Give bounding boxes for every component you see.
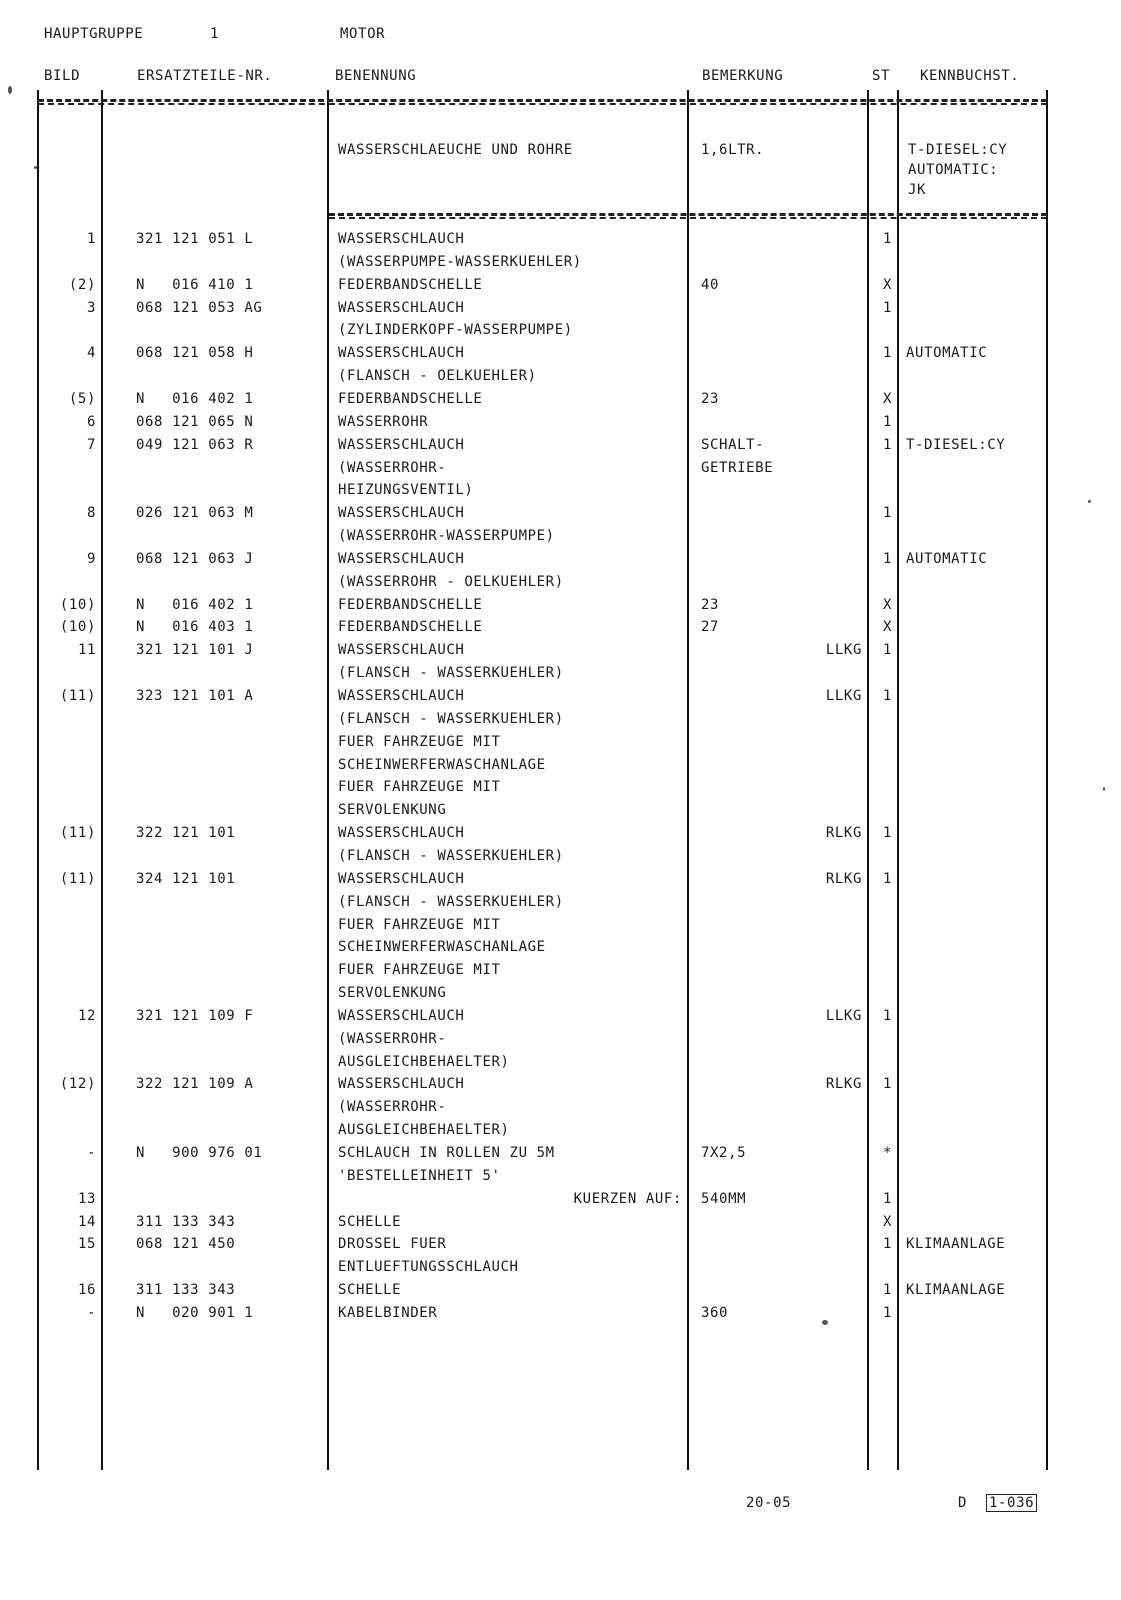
column-header-part-no: ERSATZTEILE-NR. [137, 68, 273, 84]
section-separator [329, 213, 1047, 216]
row-bild: 9 [86, 551, 96, 567]
row-code: KLIMAANLAGE [906, 1236, 1006, 1252]
row-qty: 1 [882, 300, 892, 316]
row-bild: 13 [77, 1191, 96, 1207]
row-name: (WASSERROHR- [338, 460, 447, 476]
row-qty: 1 [882, 231, 892, 247]
column-rule [897, 90, 899, 1470]
row-bild: (11) [59, 688, 96, 704]
row-name: (WASSERROHR - OELKUEHLER) [338, 574, 564, 590]
row-name: WASSERSCHLAUCH [338, 1008, 465, 1024]
row-qty: 1 [882, 551, 892, 567]
row-name: FEDERBANDSCHELLE [338, 391, 483, 407]
column-rule [37, 90, 39, 1470]
row-name: FUER FAHRZEUGE MIT [338, 917, 501, 933]
column-header-qty: ST [872, 68, 891, 84]
row-name: (FLANSCH - WASSERKUEHLER) [338, 711, 564, 727]
group-name: MOTOR [340, 26, 386, 42]
column-rule [687, 90, 689, 1470]
row-name: SCHEINWERFERWASCHANLAGE [338, 757, 546, 773]
row-name: (WASSERROHR- [338, 1099, 447, 1115]
row-name: KABELBINDER [338, 1305, 438, 1321]
row-name: (WASSERPUMPE-WASSERKUEHLER) [338, 254, 582, 270]
row-part-number: 324 121 101 [136, 871, 236, 887]
row-part-number: 068 121 450 [136, 1236, 236, 1252]
row-name: (ZYLINDERKOPF-WASSERPUMPE) [338, 322, 573, 338]
row-qty: 1 [882, 345, 892, 361]
row-bild: 1 [86, 231, 96, 247]
row-bild: 14 [77, 1214, 96, 1230]
row-qty: 1 [882, 1236, 892, 1252]
row-qty: X [882, 619, 892, 635]
column-header-bild: BILD [44, 68, 81, 84]
row-qty: 1 [882, 437, 892, 453]
header-separator [38, 99, 1047, 102]
row-qty: 1 [882, 1282, 892, 1298]
row-name: (FLANSCH - WASSERKUEHLER) [338, 848, 564, 864]
row-name: WASSERSCHLAUCH [338, 871, 465, 887]
footer-page-number: 1-036 [986, 1494, 1037, 1512]
row-name: (FLANSCH - OELKUEHLER) [338, 368, 537, 384]
row-name: ENTLUEFTUNGSSCHLAUCH [338, 1259, 519, 1275]
row-qty: 1 [882, 414, 892, 430]
row-bild: (12) [59, 1076, 96, 1092]
section-remark: 1,6LTR. [701, 142, 765, 158]
row-side: RLKG [825, 1076, 862, 1092]
row-bild: - [86, 1305, 96, 1321]
row-name: SCHLAUCH IN ROLLEN ZU 5M [338, 1145, 555, 1161]
column-header-code: KENNBUCHST. [920, 68, 1020, 84]
row-name: WASSERSCHLAUCH [338, 231, 465, 247]
row-remark: 360 [701, 1305, 729, 1321]
scan-speck [1103, 787, 1105, 791]
row-code: T-DIESEL:CY [906, 437, 1006, 453]
row-part-number: 321 121 051 L [136, 231, 254, 247]
row-bild: 3 [86, 300, 96, 316]
row-name: WASSERSCHLAUCH [338, 505, 465, 521]
section-code-line: T-DIESEL:CY [908, 142, 1008, 158]
row-qty: 1 [882, 871, 892, 887]
row-name: (WASSERROHR-WASSERPUMPE) [338, 528, 555, 544]
row-name: SCHELLE [338, 1282, 402, 1298]
row-name: FEDERBANDSCHELLE [338, 619, 483, 635]
row-side: LLKG [825, 1008, 862, 1024]
row-remark: 23 [701, 597, 720, 613]
row-code: AUTOMATIC [906, 551, 988, 567]
row-name: AUSGLEICHBEHAELTER) [338, 1054, 510, 1070]
row-name: (FLANSCH - WASSERKUEHLER) [338, 665, 564, 681]
group-label: HAUPTGRUPPE [44, 26, 144, 42]
column-rule [867, 90, 869, 1470]
row-name: SERVOLENKUNG [338, 985, 447, 1001]
row-name: WASSERSCHLAUCH [338, 437, 465, 453]
row-name: HEIZUNGSVENTIL) [338, 482, 474, 498]
row-name: WASSERSCHLAUCH [338, 345, 465, 361]
row-part-number: 311 133 343 [136, 1282, 236, 1298]
row-remark: 23 [701, 391, 720, 407]
row-part-number: 068 121 053 AG [136, 300, 263, 316]
row-part-number: N 016 410 1 [136, 277, 254, 293]
row-bild: 4 [86, 345, 96, 361]
row-bild: (2) [68, 277, 96, 293]
row-part-number: 311 133 343 [136, 1214, 236, 1230]
row-name: (WASSERROHR- [338, 1031, 447, 1047]
row-side: RLKG [825, 825, 862, 841]
scan-speck [1088, 500, 1091, 503]
row-code: AUTOMATIC [906, 345, 988, 361]
row-bild: (10) [59, 597, 96, 613]
section-code-line: AUTOMATIC: [908, 162, 999, 178]
row-part-number: 322 121 101 [136, 825, 236, 841]
scan-speck [8, 86, 12, 94]
row-remark: 40 [701, 277, 720, 293]
section-separator [329, 217, 1047, 219]
row-part-number: N 020 901 1 [136, 1305, 254, 1321]
column-header-remark: BEMERKUNG [702, 68, 784, 84]
row-part-number: N 016 402 1 [136, 391, 254, 407]
scan-speck [34, 166, 37, 169]
row-qty: X [882, 1214, 892, 1230]
section-code-line: JK [908, 182, 927, 198]
row-qty: 1 [882, 1191, 892, 1207]
row-bild: 8 [86, 505, 96, 521]
row-side: RLKG [825, 871, 862, 887]
row-part-number: 321 121 109 F [136, 1008, 254, 1024]
row-qty: 1 [882, 1305, 892, 1321]
row-name: KUERZEN AUF: [573, 1191, 682, 1207]
row-name: WASSERSCHLAUCH [338, 551, 465, 567]
row-part-number: 026 121 063 M [136, 505, 254, 521]
row-name: WASSERSCHLAUCH [338, 825, 465, 841]
row-qty: X [882, 391, 892, 407]
row-part-number: 322 121 109 A [136, 1076, 254, 1092]
row-part-number: 068 121 063 J [136, 551, 254, 567]
row-remark: GETRIEBE [701, 460, 774, 476]
row-name: WASSERSCHLAUCH [338, 688, 465, 704]
row-qty: 1 [882, 1008, 892, 1024]
column-rule [1046, 90, 1048, 1470]
row-name: FUER FAHRZEUGE MIT [338, 734, 501, 750]
row-bild: (11) [59, 871, 96, 887]
row-name: WASSERSCHLAUCH [338, 300, 465, 316]
row-part-number: 323 121 101 A [136, 688, 254, 704]
column-rule [327, 90, 329, 1470]
header-separator [38, 103, 1047, 105]
row-qty: X [882, 277, 892, 293]
row-bild: 12 [77, 1008, 96, 1024]
row-part-number: 068 121 065 N [136, 414, 254, 430]
row-name: FEDERBANDSCHELLE [338, 597, 483, 613]
row-remark: 7X2,5 [701, 1145, 747, 1161]
row-bild: (5) [68, 391, 96, 407]
row-name: WASSERROHR [338, 414, 429, 430]
row-bild: 15 [77, 1236, 96, 1252]
section-title: WASSERSCHLAEUCHE UND ROHRE [338, 142, 573, 158]
footer-date-code: 20-05 [746, 1495, 792, 1511]
row-qty: 1 [882, 688, 892, 704]
row-part-number: 321 121 101 J [136, 642, 254, 658]
row-name: 'BESTELLEINHEIT 5' [338, 1168, 501, 1184]
row-remark: 27 [701, 619, 720, 635]
row-bild: 11 [77, 642, 96, 658]
row-remark: 540MM [701, 1191, 747, 1207]
column-header-name: BENENNUNG [335, 68, 417, 84]
row-qty: * [882, 1145, 892, 1161]
row-name: SCHEINWERFERWASCHANLAGE [338, 939, 546, 955]
row-side: LLKG [825, 688, 862, 704]
row-qty: 1 [882, 642, 892, 658]
row-qty: 1 [882, 505, 892, 521]
row-part-number: 068 121 058 H [136, 345, 254, 361]
row-name: FUER FAHRZEUGE MIT [338, 779, 501, 795]
row-part-number: N 900 976 01 [136, 1145, 263, 1161]
row-name: DROSSEL FUER [338, 1236, 447, 1252]
row-name: SCHELLE [338, 1214, 402, 1230]
row-name: WASSERSCHLAUCH [338, 1076, 465, 1092]
row-side: LLKG [825, 642, 862, 658]
row-name: SERVOLENKUNG [338, 802, 447, 818]
footer-language: D [958, 1495, 968, 1511]
row-bild: (10) [59, 619, 96, 635]
row-name: FUER FAHRZEUGE MIT [338, 962, 501, 978]
row-code: KLIMAANLAGE [906, 1282, 1006, 1298]
group-number: 1 [210, 26, 220, 42]
row-qty: X [882, 597, 892, 613]
row-remark: SCHALT- [701, 437, 765, 453]
row-part-number: N 016 402 1 [136, 597, 254, 613]
column-rule [101, 90, 103, 1470]
row-bild: - [86, 1145, 96, 1161]
row-name: WASSERSCHLAUCH [338, 642, 465, 658]
row-qty: 1 [882, 825, 892, 841]
row-bild: 6 [86, 414, 96, 430]
scan-speck [822, 1320, 828, 1325]
row-name: (FLANSCH - WASSERKUEHLER) [338, 894, 564, 910]
row-part-number: N 016 403 1 [136, 619, 254, 635]
row-name: FEDERBANDSCHELLE [338, 277, 483, 293]
row-name: AUSGLEICHBEHAELTER) [338, 1122, 510, 1138]
row-qty: 1 [882, 1076, 892, 1092]
row-part-number: 049 121 063 R [136, 437, 254, 453]
row-bild: 16 [77, 1282, 96, 1298]
row-bild: 7 [86, 437, 96, 453]
row-bild: (11) [59, 825, 96, 841]
